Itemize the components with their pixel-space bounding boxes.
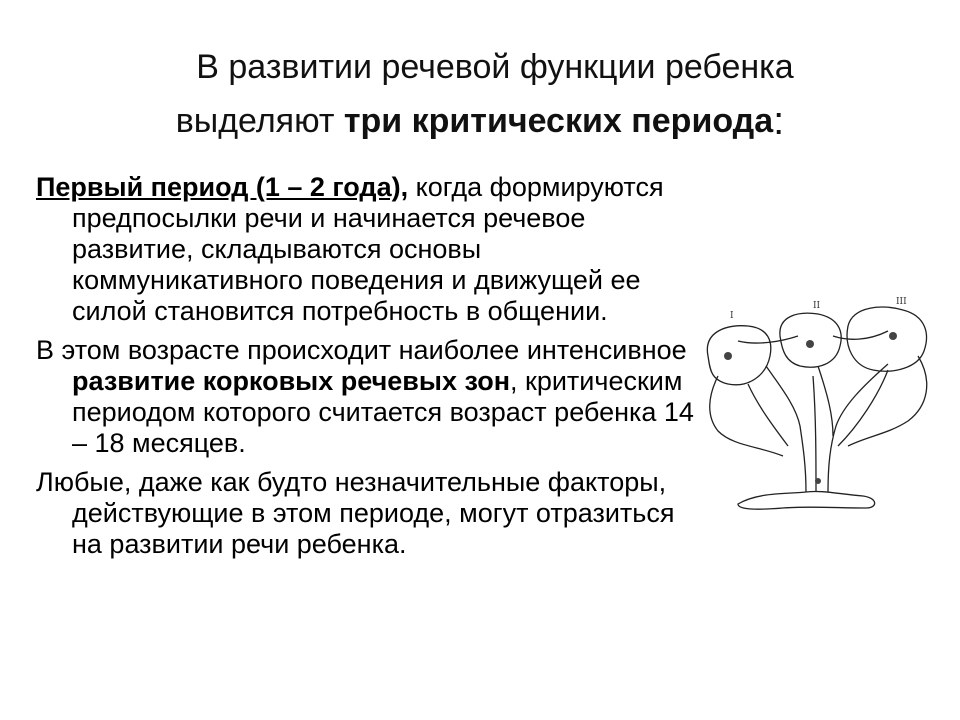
title-colon: : — [773, 99, 785, 143]
title-line-2-prefix: выделяют — [175, 102, 344, 140]
cortical-zones-text-before: В этом возрасте происходит наиболее интенсивное — [36, 335, 687, 365]
diagram-base — [738, 491, 875, 509]
diagram-trunk-left — [766, 366, 806, 492]
diagram-loop-i — [707, 326, 770, 385]
first-period-text: когда формируются предпосылки речи и начинается речевое развитие, складываются основы коммуникативного поведения и движущей ее силой становится потребность в общении. — [72, 172, 664, 326]
factors-text: Любые, даже как будто незначительные факторы, действующие в этом периоде, могут отразиться на развитии речи ребенка. — [36, 467, 675, 559]
slide-title — [60, 40, 900, 148]
paragraph-cortical-zones — [36, 335, 701, 459]
diagram-label-ii: II — [813, 301, 821, 311]
paragraph-first-period — [36, 172, 701, 327]
title-line-2 — [60, 94, 900, 148]
speech-development-diagram — [688, 296, 950, 518]
diagram-label-iii: III — [896, 297, 907, 307]
diagram-trunk-mid — [813, 376, 816, 492]
cortical-zones-emphasis: развитие корковых речевых зон — [72, 366, 511, 396]
diagram-label-i: I — [730, 311, 734, 321]
paragraph-factors — [36, 467, 701, 560]
title-emphasis: три критических периода — [343, 102, 774, 140]
slide-body — [36, 172, 701, 568]
cortical-zones-text-after: , критическим периодом которого считается возраст ребенка 14 – 18 месяцев. — [72, 366, 694, 458]
diagram-trunk-right — [828, 364, 888, 492]
first-period-heading: Первый период (1 – 2 года), — [36, 172, 409, 202]
title-line-1: В развитии речевой функции ребенка — [196, 48, 794, 86]
